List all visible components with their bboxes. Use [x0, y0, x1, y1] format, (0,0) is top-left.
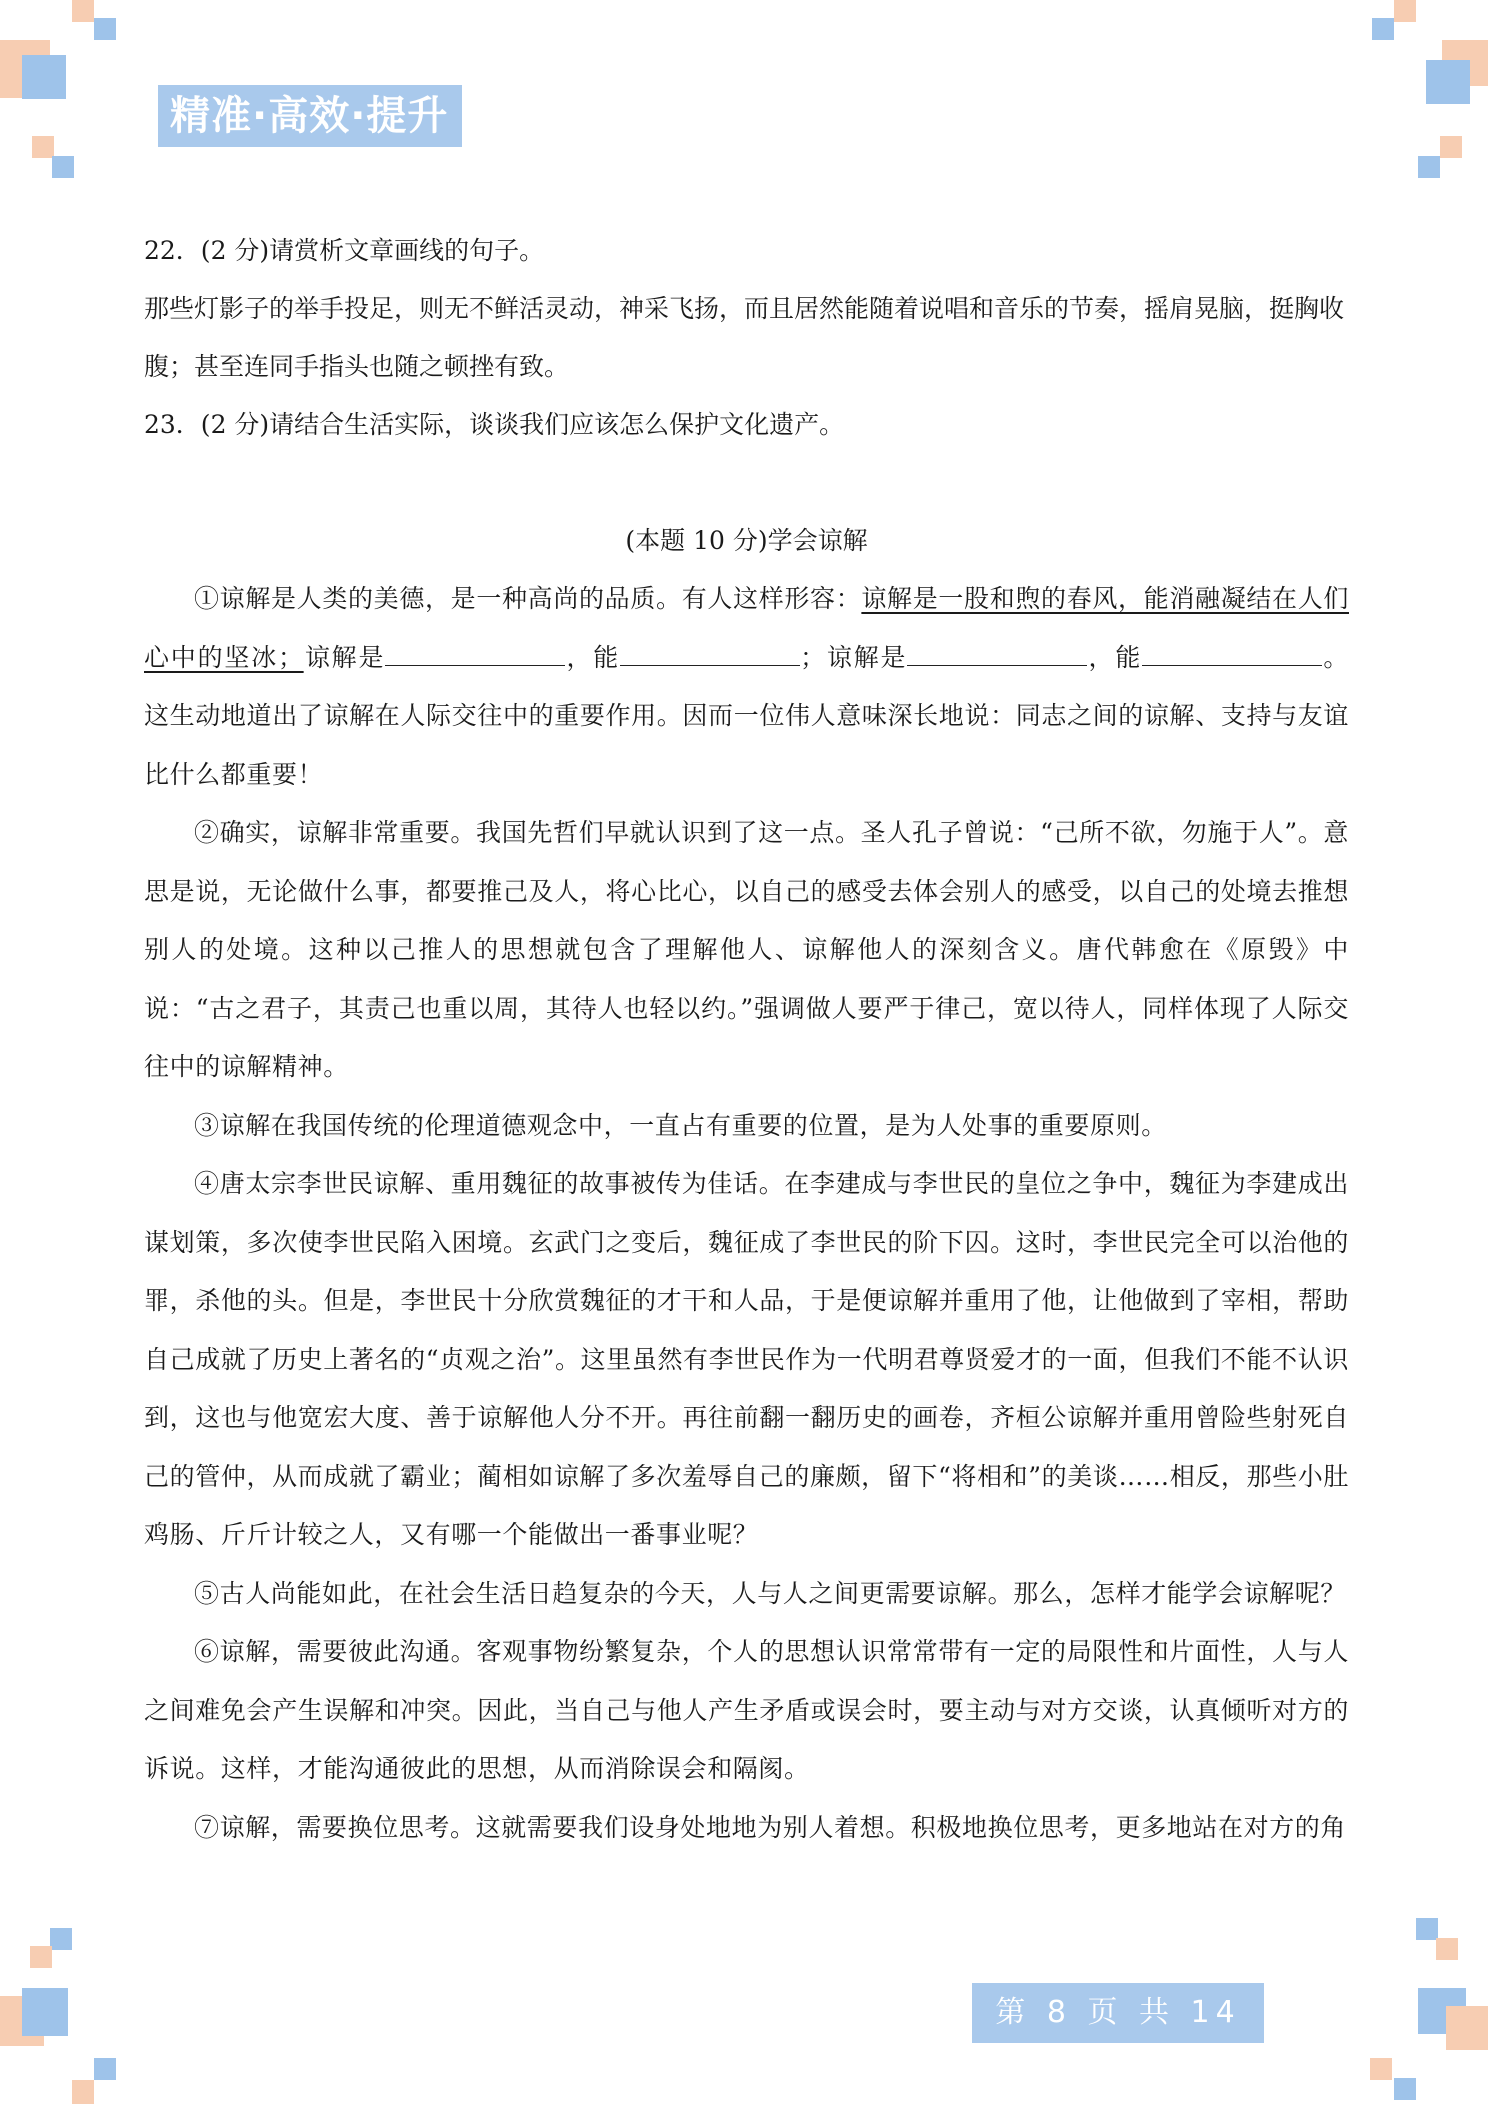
- fill-blank-4[interactable]: [1142, 643, 1322, 666]
- essay-paragraph-5: ⑤古人尚能如此，在社会生活日趋复杂的今天，人与人之间更需要谅解。那么，怎样才能学会谅解呢？: [194, 1578, 1347, 1608]
- essay-paragraph-3: ③谅解在我国传统的伦理道德观念中，一直占有重要的位置，是为人处事的重要原则。: [194, 1110, 1167, 1140]
- paragraph-1-intro: ①谅解是人类的美德，是一种高尚的品质。有人这样形容：: [194, 584, 862, 613]
- paragraph-1-text-d: ；谅解是: [800, 642, 908, 672]
- paragraph-1-text-f: 。这生动地道出了谅解在人际交往中的重要作用。因而一位伟人意味深长地说：同志之间的谅解、支持与友谊比什么都重要！: [144, 642, 1349, 789]
- page-content: [144, 222, 1349, 1857]
- essay-title: (本题 10 分)学会谅解: [625, 526, 868, 555]
- fill-blank-1[interactable]: [385, 643, 565, 666]
- essay-paragraph-7: ⑦谅解，需要换位思考。这就需要我们设身处地地为别人着想。积极地换位思考，更多地站在对方的角: [194, 1812, 1347, 1842]
- question-22-label: 22．(2 分)请赏析文章画线的句子。: [144, 236, 545, 265]
- fill-blank-3[interactable]: [907, 643, 1087, 666]
- essay-paragraph-6: ⑥谅解，需要彼此沟通。客观事物纷繁复杂，个人的思想认识常常带有一定的局限性和片面性，人与人之间难免会产生误解和冲突。因此，当自己与他人产生矛盾或误会时，要主动与对方交谈，认真倾听对方的诉说。这样，才能沟通彼此的思想，从而消除误会和隔阂。: [144, 1637, 1349, 1783]
- paragraph-1-text-b: 谅解是: [303, 642, 386, 672]
- paragraph-1-text-c: ，能: [565, 642, 621, 672]
- essay-paragraph-1: [144, 570, 1349, 804]
- underlined-sentence: 谅解是一股和煦的春风，能消融凝结在人们心中的坚冰；: [144, 584, 1349, 672]
- page-number: 第 8 页 共 14 页: [972, 1983, 1264, 2043]
- question-23-label: 23．(2 分)请结合生活实际，谈谈我们应该怎么保护文化遗产。: [144, 410, 845, 439]
- question-22-text: 那些灯影子的举手投足，则无不鲜活灵动，神采飞扬，而且居然能随着说唱和音乐的节奏，摇肩晃脑，挺胸收腹；甚至连同手指头也随之顿挫有致。: [144, 294, 1345, 381]
- essay-paragraph-2: ②确实，谅解非常重要。我国先哲们早就认识到了这一点。圣人孔子曾说：“己所不欲，勿施于人”。意思是说，无论做什么事，都要推己及人，将心比心，以自己的感受去体会别人的感受，以自己的处境去推想别人的处境。这种以己推人的思想就包含了理解他人、谅解他人的深刻含义。唐代韩愈在《原毁》中说：“古之君子，其责己也重以周，其待人也轻以约。”强调做人要严于律己，宽以待人，同样体现了人际交往中的谅解精神。: [144, 818, 1349, 1081]
- header-banner: 精准·高效·提升: [158, 85, 462, 147]
- fill-blank-2[interactable]: [620, 643, 800, 666]
- essay-paragraph-4: ④唐太宗李世民谅解、重用魏征的故事被传为佳话。在李建成与李世民的皇位之争中，魏征为李建成出谋划策，多次使李世民陷入困境。玄武门之变后，魏征成了李世民的阶下囚。这时，李世民完全可以治他的罪，杀他的头。但是，李世民十分欣赏魏征的才干和人品，于是便谅解并重用了他，让他做到了宰相，帮助自己成就了历史上著名的“贞观之治”。这里虽然有李世民作为一代明君尊贤爱才的一面，但我们不能不认识到，这也与他宽宏大度、善于谅解他人分不开。再往前翻一翻历史的画卷，齐桓公谅解并重用曾险些射死自己的管仲，从而成就了霸业；蔺相如谅解了多次羞辱自己的廉颇，留下“将相和”的美谈……相反，那些小肚鸡肠、斤斤计较之人，又有哪一个能做出一番事业呢？: [144, 1169, 1349, 1549]
- paragraph-1-text-e: ，能: [1087, 642, 1143, 672]
